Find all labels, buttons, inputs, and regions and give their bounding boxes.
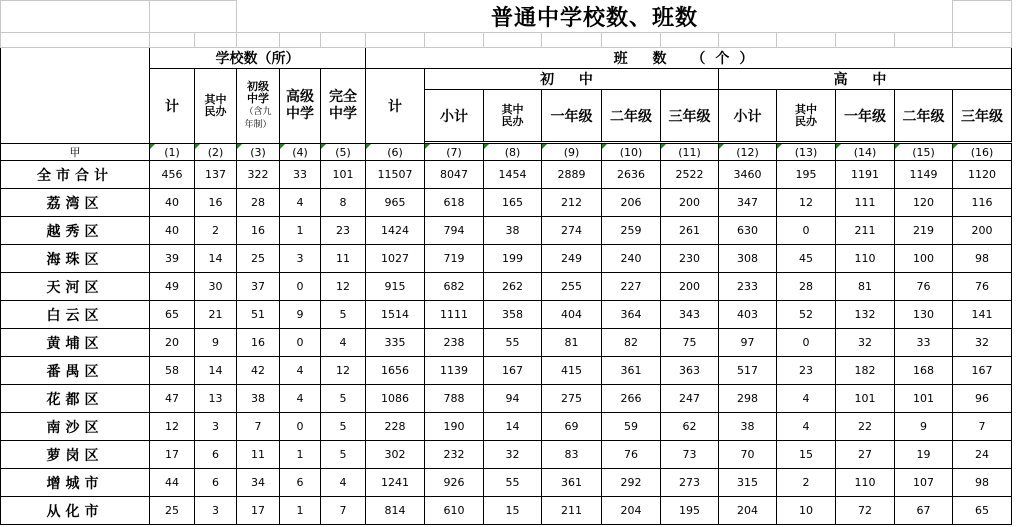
data-cell[interactable]: 13 [195,385,237,413]
data-cell[interactable]: 233 [719,273,777,301]
data-cell[interactable]: 32 [836,329,895,357]
data-cell[interactable]: 167 [484,357,542,385]
data-cell[interactable]: 17 [150,441,195,469]
header-grade-2[interactable]: 二年级 [602,90,661,142]
table-row [1,301,1012,329]
data-cell[interactable]: 2889 [542,161,602,189]
data-cell[interactable]: 7 [321,497,366,525]
data-cell[interactable]: 12 [321,357,366,385]
data-cell[interactable]: 28 [237,189,280,217]
table-row [1,245,1012,273]
row-label[interactable]: 白云区 [1,301,150,329]
data-cell[interactable]: 75 [661,329,719,357]
data-cell[interactable]: 51 [237,301,280,329]
data-cell[interactable]: 27 [836,441,895,469]
header-subtotal[interactable]: 小计 [425,90,484,142]
data-cell[interactable]: 44 [150,469,195,497]
data-cell[interactable]: 0 [280,413,321,441]
data-cell[interactable]: 81 [836,273,895,301]
data-cell[interactable]: 52 [777,301,836,329]
sheet-title: 普通中学校数、班数 [490,5,698,31]
data-cell[interactable]: 20 [150,329,195,357]
stub-header[interactable] [1,48,150,144]
data-cell[interactable]: 364 [602,301,661,329]
data-cell[interactable]: 62 [661,413,719,441]
data-cell[interactable]: 247 [661,385,719,413]
data-cell[interactable]: 3 [195,497,237,525]
data-cell[interactable]: 7 [953,413,1012,441]
data-cell[interactable]: 1191 [836,161,895,189]
data-cell[interactable]: 12 [777,189,836,217]
data-cell[interactable]: 67 [895,497,953,525]
data-cell[interactable]: 0 [777,329,836,357]
data-cell[interactable]: 259 [602,217,661,245]
data-cell[interactable]: 358 [484,301,542,329]
row-label[interactable]: 花都区 [1,385,150,413]
data-rows [1,161,1012,525]
table-row [1,385,1012,413]
empty-cell[interactable] [1,33,150,48]
data-cell[interactable]: 94 [484,385,542,413]
data-cell[interactable]: 1 [280,497,321,525]
header-subtotal[interactable]: 小计 [719,90,777,142]
header-private[interactable]: 其中 民办 [484,90,542,142]
data-cell[interactable]: 618 [425,189,484,217]
data-cell[interactable]: 1241 [366,469,425,497]
index-cell[interactable]: (5) [321,144,366,161]
data-cell[interactable]: 630 [719,217,777,245]
data-cell[interactable]: 11 [237,441,280,469]
header-senior-school[interactable]: 高级 中学 [280,69,321,144]
data-cell[interactable]: 98 [953,245,1012,273]
data-cell[interactable]: 2 [777,469,836,497]
data-cell[interactable]: 32 [953,329,1012,357]
empty-cell[interactable] [602,33,661,48]
row-label[interactable]: 从化市 [1,497,150,525]
data-cell[interactable]: 610 [425,497,484,525]
index-cell[interactable]: (16) [953,144,1012,161]
data-cell[interactable]: 240 [602,245,661,273]
index-cell[interactable]: (1) [150,144,195,161]
empty-cell[interactable] [237,33,280,48]
table-row [1,357,1012,385]
empty-cell[interactable] [777,33,836,48]
data-cell[interactable]: 6 [195,441,237,469]
data-cell[interactable]: 4 [321,469,366,497]
data-cell[interactable]: 17 [237,497,280,525]
empty-cell[interactable] [661,33,719,48]
data-cell[interactable]: 195 [661,497,719,525]
data-cell[interactable]: 3460 [719,161,777,189]
index-stub[interactable]: 甲 [1,144,150,161]
index-cell[interactable]: (2) [195,144,237,161]
index-cell[interactable]: (12) [719,144,777,161]
data-cell[interactable]: 12 [150,413,195,441]
data-cell[interactable]: 37 [237,273,280,301]
index-cell[interactable]: (3) [237,144,280,161]
data-cell[interactable]: 101 [895,385,953,413]
empty-cell[interactable] [321,33,366,48]
empty-cell[interactable] [895,33,953,48]
data-cell[interactable]: 33 [895,329,953,357]
row-label[interactable]: 荔湾区 [1,189,150,217]
data-cell[interactable]: 132 [836,301,895,329]
empty-cell[interactable] [195,33,237,48]
row-label[interactable]: 天河区 [1,273,150,301]
data-cell[interactable]: 212 [542,189,602,217]
data-cell[interactable]: 347 [719,189,777,217]
data-cell[interactable]: 110 [836,469,895,497]
data-cell[interactable]: 34 [237,469,280,497]
data-cell[interactable]: 5 [321,301,366,329]
index-cell[interactable]: (7) [425,144,484,161]
index-cell[interactable]: (14) [836,144,895,161]
empty-cell[interactable] [150,1,237,33]
table-row [1,217,1012,245]
data-cell[interactable]: 40 [150,189,195,217]
data-cell[interactable]: 6 [280,469,321,497]
empty-cell[interactable] [150,33,195,48]
row-label[interactable]: 增城市 [1,469,150,497]
data-cell[interactable]: 266 [602,385,661,413]
data-cell[interactable]: 0 [280,329,321,357]
data-cell[interactable]: 120 [895,189,953,217]
header-grade-1[interactable]: 一年级 [542,90,602,142]
data-cell[interactable]: 6 [195,469,237,497]
data-cell[interactable]: 49 [150,273,195,301]
header-grade-3[interactable]: 三年级 [661,90,719,142]
data-cell[interactable]: 130 [895,301,953,329]
data-cell[interactable]: 219 [895,217,953,245]
row-label[interactable]: 黄埔区 [1,329,150,357]
data-cell[interactable]: 2 [195,217,237,245]
data-cell[interactable]: 1424 [366,217,425,245]
data-cell[interactable]: 965 [366,189,425,217]
data-cell[interactable]: 403 [719,301,777,329]
data-cell[interactable]: 4 [280,385,321,413]
header-grade-2[interactable]: 二年级 [895,90,953,142]
data-cell[interactable]: 23 [777,357,836,385]
data-cell[interactable]: 167 [953,357,1012,385]
data-cell[interactable]: 137 [195,161,237,189]
data-cell[interactable]: 343 [661,301,719,329]
data-cell[interactable]: 456 [150,161,195,189]
data-cell[interactable]: 814 [366,497,425,525]
header-schools-total[interactable]: 计 [150,69,195,144]
data-cell[interactable]: 0 [777,217,836,245]
row-label[interactable]: 萝岗区 [1,441,150,469]
data-cell[interactable]: 168 [895,357,953,385]
data-cell[interactable]: 14 [195,357,237,385]
data-cell[interactable]: 58 [150,357,195,385]
data-cell[interactable]: 1120 [953,161,1012,189]
data-cell[interactable]: 3 [280,245,321,273]
data-cell[interactable]: 1086 [366,385,425,413]
data-cell[interactable]: 1656 [366,357,425,385]
index-cell[interactable]: (4) [280,144,321,161]
empty-cell[interactable] [280,33,321,48]
data-cell[interactable]: 298 [719,385,777,413]
data-cell[interactable]: 517 [719,357,777,385]
data-cell[interactable]: 16 [237,329,280,357]
data-cell[interactable]: 111 [836,189,895,217]
data-cell[interactable]: 3 [195,413,237,441]
data-cell[interactable]: 230 [661,245,719,273]
data-cell[interactable]: 30 [195,273,237,301]
data-cell[interactable]: 110 [836,245,895,273]
table-row [1,189,1012,217]
data-cell[interactable]: 83 [542,441,602,469]
data-cell[interactable]: 1514 [366,301,425,329]
data-cell[interactable]: 12 [321,273,366,301]
data-cell[interactable]: 200 [661,273,719,301]
data-cell[interactable]: 5 [321,413,366,441]
index-cell[interactable]: (11) [661,144,719,161]
data-cell[interactable]: 38 [237,385,280,413]
data-cell[interactable]: 81 [542,329,602,357]
data-cell[interactable]: 211 [836,217,895,245]
data-cell[interactable]: 238 [425,329,484,357]
empty-cell[interactable] [366,33,425,48]
data-cell[interactable]: 107 [895,469,953,497]
data-cell[interactable]: 10 [777,497,836,525]
data-cell[interactable]: 55 [484,329,542,357]
data-cell[interactable]: 25 [237,245,280,273]
data-cell[interactable]: 42 [237,357,280,385]
data-cell[interactable]: 76 [953,273,1012,301]
data-cell[interactable]: 2522 [661,161,719,189]
data-cell[interactable]: 100 [895,245,953,273]
data-cell[interactable]: 21 [195,301,237,329]
data-cell[interactable]: 15 [484,497,542,525]
data-cell[interactable]: 76 [602,441,661,469]
data-cell[interactable]: 70 [719,441,777,469]
data-cell[interactable]: 335 [366,329,425,357]
data-cell[interactable]: 204 [719,497,777,525]
data-cell[interactable]: 55 [484,469,542,497]
data-cell[interactable]: 682 [425,273,484,301]
empty-cell[interactable] [719,33,777,48]
data-cell[interactable]: 315 [719,469,777,497]
data-cell[interactable]: 33 [280,161,321,189]
data-cell[interactable]: 19 [895,441,953,469]
empty-cell[interactable] [836,33,895,48]
data-cell[interactable]: 59 [602,413,661,441]
data-cell[interactable]: 141 [953,301,1012,329]
data-cell[interactable]: 262 [484,273,542,301]
data-cell[interactable]: 23 [321,217,366,245]
data-cell[interactable]: 116 [953,189,1012,217]
header-schools[interactable]: 学校数（所） [150,48,366,69]
header-schools-private[interactable]: 其中 民办 [195,69,237,144]
row-label[interactable]: 南沙区 [1,413,150,441]
header-grade-1[interactable]: 一年级 [836,90,895,142]
header-classes[interactable]: 班 数 （个） [366,48,1012,69]
data-cell[interactable]: 1149 [895,161,953,189]
data-cell[interactable]: 206 [602,189,661,217]
data-cell[interactable]: 361 [542,469,602,497]
data-cell[interactable]: 22 [836,413,895,441]
data-cell[interactable]: 1139 [425,357,484,385]
data-cell[interactable]: 1454 [484,161,542,189]
data-cell[interactable]: 2636 [602,161,661,189]
empty-cell[interactable] [953,33,1012,48]
data-cell[interactable]: 322 [237,161,280,189]
data-cell[interactable]: 16 [195,189,237,217]
header-junior-school[interactable]: 初级 中学 （含九 年制） [237,69,280,144]
data-cell[interactable]: 165 [484,189,542,217]
data-cell[interactable]: 1027 [366,245,425,273]
data-cell[interactable]: 25 [150,497,195,525]
index-cell[interactable]: (9) [542,144,602,161]
data-cell[interactable]: 232 [425,441,484,469]
data-cell[interactable]: 275 [542,385,602,413]
header-grade-3[interactable]: 三年级 [953,90,1012,142]
data-cell[interactable]: 0 [280,273,321,301]
index-cell[interactable]: (8) [484,144,542,161]
data-cell[interactable]: 4 [777,413,836,441]
data-cell[interactable]: 190 [425,413,484,441]
data-cell[interactable]: 361 [602,357,661,385]
header-complete-school[interactable]: 完全 中学 [321,69,366,144]
data-cell[interactable]: 195 [777,161,836,189]
table-row [1,469,1012,497]
data-cell[interactable]: 72 [836,497,895,525]
data-cell[interactable]: 9 [895,413,953,441]
data-cell[interactable]: 273 [661,469,719,497]
index-cell[interactable]: (10) [602,144,661,161]
header-private[interactable]: 其中 民办 [777,90,836,142]
data-cell[interactable]: 915 [366,273,425,301]
data-cell[interactable]: 101 [836,385,895,413]
data-cell[interactable]: 8047 [425,161,484,189]
corner-cell[interactable] [1,1,150,33]
data-cell[interactable]: 249 [542,245,602,273]
data-cell[interactable]: 404 [542,301,602,329]
data-cell[interactable]: 200 [661,189,719,217]
data-cell[interactable]: 65 [150,301,195,329]
data-cell[interactable]: 926 [425,469,484,497]
data-cell[interactable]: 15 [777,441,836,469]
empty-cell[interactable] [484,33,542,48]
data-cell[interactable]: 96 [953,385,1012,413]
data-cell[interactable]: 228 [366,413,425,441]
table-row [1,497,1012,525]
header-junior-classes[interactable]: 初 中 [425,69,719,90]
data-cell[interactable]: 14 [195,245,237,273]
data-cell[interactable]: 14 [484,413,542,441]
data-cell[interactable]: 9 [280,301,321,329]
table-row [1,329,1012,357]
data-cell[interactable]: 255 [542,273,602,301]
data-cell[interactable]: 73 [661,441,719,469]
data-cell[interactable]: 204 [602,497,661,525]
data-cell[interactable]: 11507 [366,161,425,189]
data-cell[interactable]: 47 [150,385,195,413]
data-cell[interactable]: 1111 [425,301,484,329]
data-cell[interactable]: 1 [280,217,321,245]
data-cell[interactable]: 38 [719,413,777,441]
data-cell[interactable]: 40 [150,217,195,245]
index-cell[interactable]: (6) [366,144,425,161]
data-cell[interactable]: 8 [321,189,366,217]
data-cell[interactable]: 28 [777,273,836,301]
data-cell[interactable]: 32 [484,441,542,469]
data-cell[interactable]: 227 [602,273,661,301]
table-row [1,441,1012,469]
empty-cell[interactable] [953,1,1012,33]
data-cell[interactable]: 16 [237,217,280,245]
data-cell[interactable]: 76 [895,273,953,301]
data-cell[interactable]: 211 [542,497,602,525]
data-cell[interactable]: 308 [719,245,777,273]
data-cell[interactable]: 788 [425,385,484,413]
data-cell[interactable]: 794 [425,217,484,245]
data-cell[interactable]: 4 [280,189,321,217]
data-cell[interactable]: 199 [484,245,542,273]
data-cell[interactable]: 182 [836,357,895,385]
data-cell[interactable]: 274 [542,217,602,245]
data-cell[interactable]: 1 [280,441,321,469]
data-cell[interactable]: 9 [195,329,237,357]
data-cell[interactable]: 200 [953,217,1012,245]
row-label[interactable]: 海珠区 [1,245,150,273]
data-cell[interactable]: 65 [953,497,1012,525]
data-cell[interactable]: 7 [237,413,280,441]
data-cell[interactable]: 38 [484,217,542,245]
data-cell[interactable]: 261 [661,217,719,245]
data-cell[interactable]: 39 [150,245,195,273]
header-classes-total[interactable]: 计 [366,69,425,144]
data-cell[interactable]: 101 [321,161,366,189]
data-cell[interactable]: 4 [280,357,321,385]
table-row [1,161,1012,189]
data-cell[interactable]: 5 [321,441,366,469]
data-cell[interactable]: 97 [719,329,777,357]
row-label[interactable]: 越秀区 [1,217,150,245]
data-cell[interactable]: 415 [542,357,602,385]
row-label[interactable]: 全市合计 [1,161,150,189]
empty-cell[interactable] [425,33,484,48]
row-label[interactable]: 番禺区 [1,357,150,385]
data-cell[interactable]: 4 [321,329,366,357]
data-cell[interactable]: 24 [953,441,1012,469]
header-senior-classes[interactable]: 高 中 [719,69,1012,90]
data-cell[interactable]: 5 [321,385,366,413]
table-row [1,273,1012,301]
data-cell[interactable]: 69 [542,413,602,441]
data-cell[interactable]: 45 [777,245,836,273]
data-cell[interactable]: 98 [953,469,1012,497]
index-cell[interactable]: (15) [895,144,953,161]
data-cell[interactable]: 363 [661,357,719,385]
table-row [1,413,1012,441]
index-cell[interactable]: (13) [777,144,836,161]
data-cell[interactable]: 719 [425,245,484,273]
data-cell[interactable]: 4 [777,385,836,413]
empty-cell[interactable] [542,33,602,48]
data-cell[interactable]: 292 [602,469,661,497]
data-cell[interactable]: 11 [321,245,366,273]
data-cell[interactable]: 302 [366,441,425,469]
data-cell[interactable]: 82 [602,329,661,357]
